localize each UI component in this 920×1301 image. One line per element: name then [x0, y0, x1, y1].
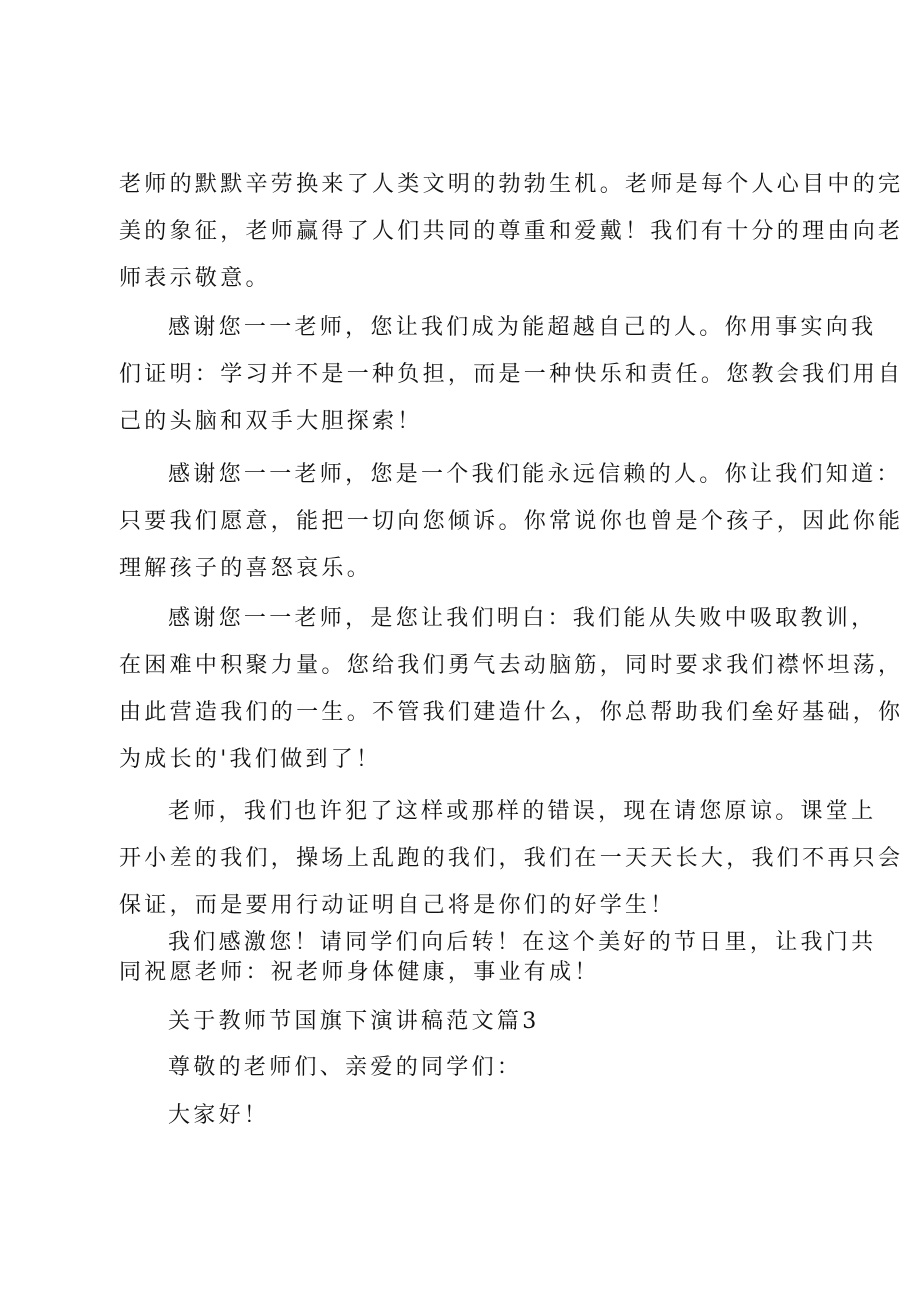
- text-line: 同祝愿老师：祝老师身体健康，事业有成！: [119, 960, 600, 985]
- text-line: 为成长的'我们做到了！: [119, 747, 382, 772]
- salutation: 尊敬的老师们、亲爱的同学们：: [168, 1055, 523, 1080]
- text-line: 在困难中积聚力量。您给我们勇气去动脑筋，同时要求我们襟怀坦荡，: [119, 653, 904, 678]
- text-line: 们证明：学习并不是一种负担，而是一种快乐和责任。您教会我们用自: [119, 362, 904, 387]
- text-line: 只要我们愿意，能把一切向您倾诉。你常说你也曾是个孩子，因此你能: [119, 509, 904, 534]
- text-line: 老师，我们也许犯了这样或那样的错误，现在请您原谅。课堂上: [168, 799, 877, 824]
- text-line: 我们感激您！请同学们向后转！在这个美好的节日里，让我门共: [168, 930, 877, 955]
- text-line: 保证，而是要用行动证明自己将是你们的好学生！: [119, 893, 676, 918]
- text-line: 己的头脑和双手大胆探索！: [119, 409, 423, 434]
- text-line: 理解孩子的喜怒哀乐。: [119, 556, 373, 581]
- text-line: 开小差的我们，操场上乱跑的我们，我们在一天天长大，我们不再只会: [119, 846, 904, 871]
- greeting: 大家好！: [168, 1103, 270, 1128]
- text-line: 老师的默默辛劳换来了人类文明的勃勃生机。老师是每个人心目中的完: [119, 172, 904, 197]
- text-line: 由此营造我们的一生。不管我们建造什么，你总帮助我们垒好基础，你: [119, 700, 904, 725]
- section-title: 关于教师节国旗下演讲稿范文篇3: [168, 1009, 540, 1034]
- text-line: 感谢您一一老师，是您让我们明白：我们能从失败中吸取教训，: [168, 606, 877, 631]
- text-line: 师表示敬意。: [119, 266, 271, 291]
- text-line: 感谢您一一老师，您是一个我们能永远信赖的人。你让我们知道：: [168, 462, 902, 487]
- text-line: 感谢您一一老师，您让我们成为能超越自己的人。你用事实向我: [168, 315, 877, 340]
- text-line: 美的象征，老师赢得了人们共同的尊重和爱戴！我们有十分的理由向老: [119, 219, 904, 244]
